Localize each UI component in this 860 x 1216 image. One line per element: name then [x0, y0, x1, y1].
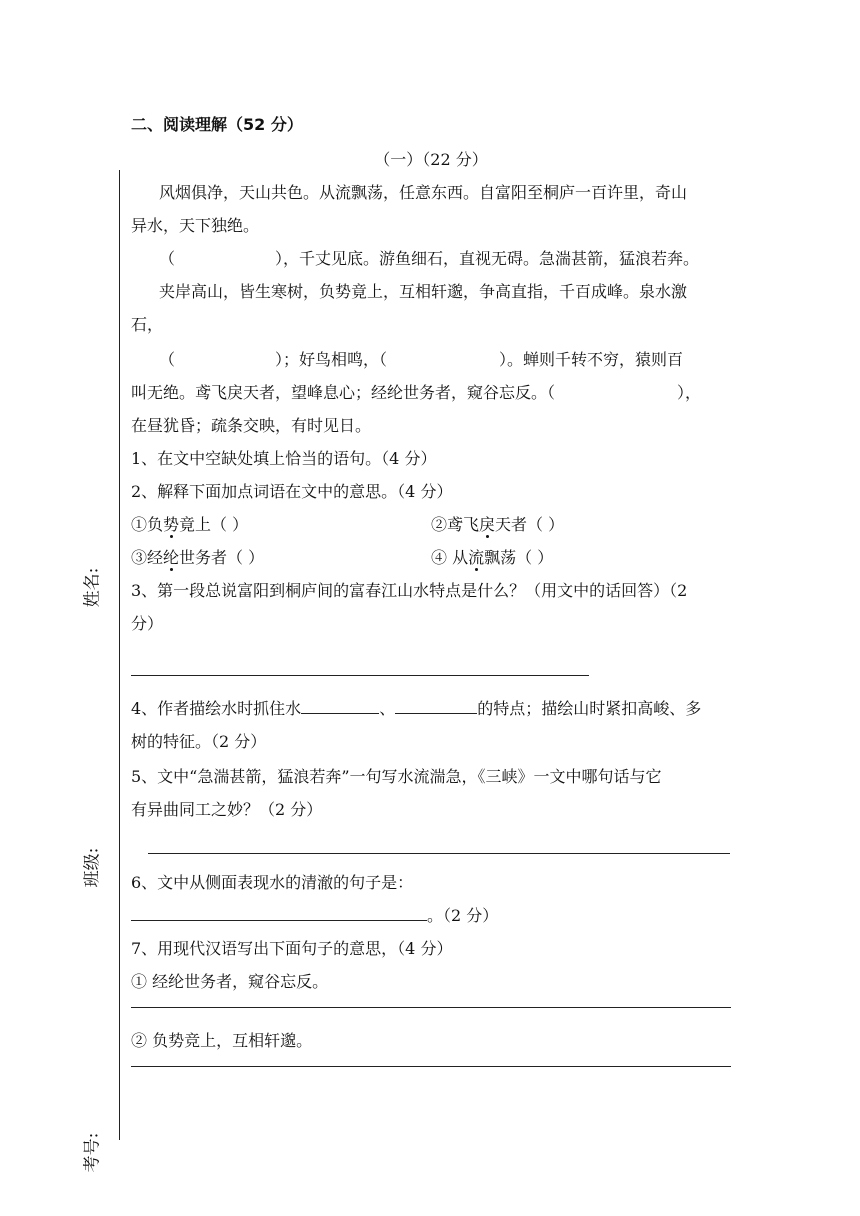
passage-p4c: 在昼犹昏；疏条交映，有时见日。: [131, 416, 372, 435]
exam-number-label: 考号:: [82, 1132, 103, 1173]
answer-line-q7-2[interactable]: [131, 1065, 731, 1067]
question-7-item-1: ① 经纶世务者，窥谷忘反。: [131, 972, 329, 991]
q2-item-c: ③经纶世务者（ ）: [131, 548, 265, 567]
dotted-char-d: 流: [468, 548, 485, 567]
question-3b: 分）: [131, 614, 164, 633]
binding-margin-line: [119, 170, 120, 1140]
passage-p3b: 石，: [131, 315, 164, 334]
name-label: 姓名:: [82, 567, 103, 608]
passage-p4a: [131, 343, 731, 376]
part-title: （一）（22 分）: [374, 150, 488, 169]
question-6a: 6、文中从侧面表现水的清澈的句子是：: [131, 873, 414, 892]
q2-item-d: ④ 从流飘荡（ ）: [431, 548, 554, 567]
passage-p4-mid: ）；好鸟相鸣，（: [275, 350, 388, 369]
blank-open-2: （: [159, 350, 176, 369]
passage-p1b: 异水，天下独绝。: [131, 216, 260, 235]
passage-p3a: 夹岸高山，皆生寒树，负势竟上，互相轩邈，争高直指，千百成峰。泉水激: [159, 282, 688, 301]
dotted-char-a: 势: [163, 515, 180, 534]
fill-blank-q6[interactable]: [131, 902, 427, 921]
reading-section: [131, 108, 731, 1067]
question-7: 7、用现代汉语写出下面句子的意思，（4 分）: [131, 939, 453, 958]
passage-p4b-close: ），: [677, 383, 702, 402]
question-2-row-1: [131, 508, 731, 541]
passage-p2: [131, 242, 731, 275]
question-2-row-2: [131, 541, 731, 574]
dotted-char-c: 纶: [163, 548, 180, 567]
passage-p2-text: ），千丈见底。游鱼细石，直视无碍。急湍甚箭，猛浪若奔。: [275, 249, 700, 268]
q2-item-b: ②鸢飞戾天者（ ）: [431, 515, 565, 534]
question-4b: 树的特征。（2 分）: [131, 732, 267, 751]
class-label: 班级:: [82, 847, 103, 888]
fill-blank-q4-1[interactable]: [301, 695, 379, 714]
passage-p4b: [131, 376, 731, 409]
section-title: 二、阅读理解（52 分）: [131, 115, 303, 134]
question-5a: 5、文中“急湍甚箭，猛浪若奔”一句写水流湍急，《三峡》一文中哪句话与它: [131, 767, 662, 786]
q2-item-a: ①负势竟上（ ）: [131, 515, 249, 534]
question-4a: 4、作者描绘水时抓住水 、 的特点；描绘山时紧扣高峻、多: [131, 692, 731, 725]
question-7-item-2: ② 负势竞上，互相轩邈。: [131, 1031, 313, 1050]
blank-open: （: [159, 249, 176, 268]
dotted-char-b: 戾: [479, 515, 496, 534]
question-1: 1、在文中空缺处填上恰当的语句。（4 分）: [131, 449, 437, 468]
passage-p4b-text: 叫无绝。鸢飞戾天者，望峰息心；经纶世务者，窥谷忘反。（: [131, 383, 556, 402]
question-2: 2、解释下面加点词语在文中的意思。（4 分）: [131, 482, 453, 501]
question-6b: 。（2 分）: [131, 899, 731, 932]
passage-p4-end: ）。蝉则千转不穷，猿则百: [499, 350, 684, 369]
passage-p1a: 风烟俱净，天山共色。从流飘荡，任意东西。自富阳至桐庐一百许里，奇山: [159, 183, 688, 202]
question-5b: 有异曲同工之妙？（2 分）: [131, 800, 323, 819]
question-3a: 3、第一段总说富阳到桐庐间的富春江山水特点是什么？（用文中的话回答）（2: [131, 581, 688, 600]
fill-blank-q4-2[interactable]: [395, 695, 477, 714]
